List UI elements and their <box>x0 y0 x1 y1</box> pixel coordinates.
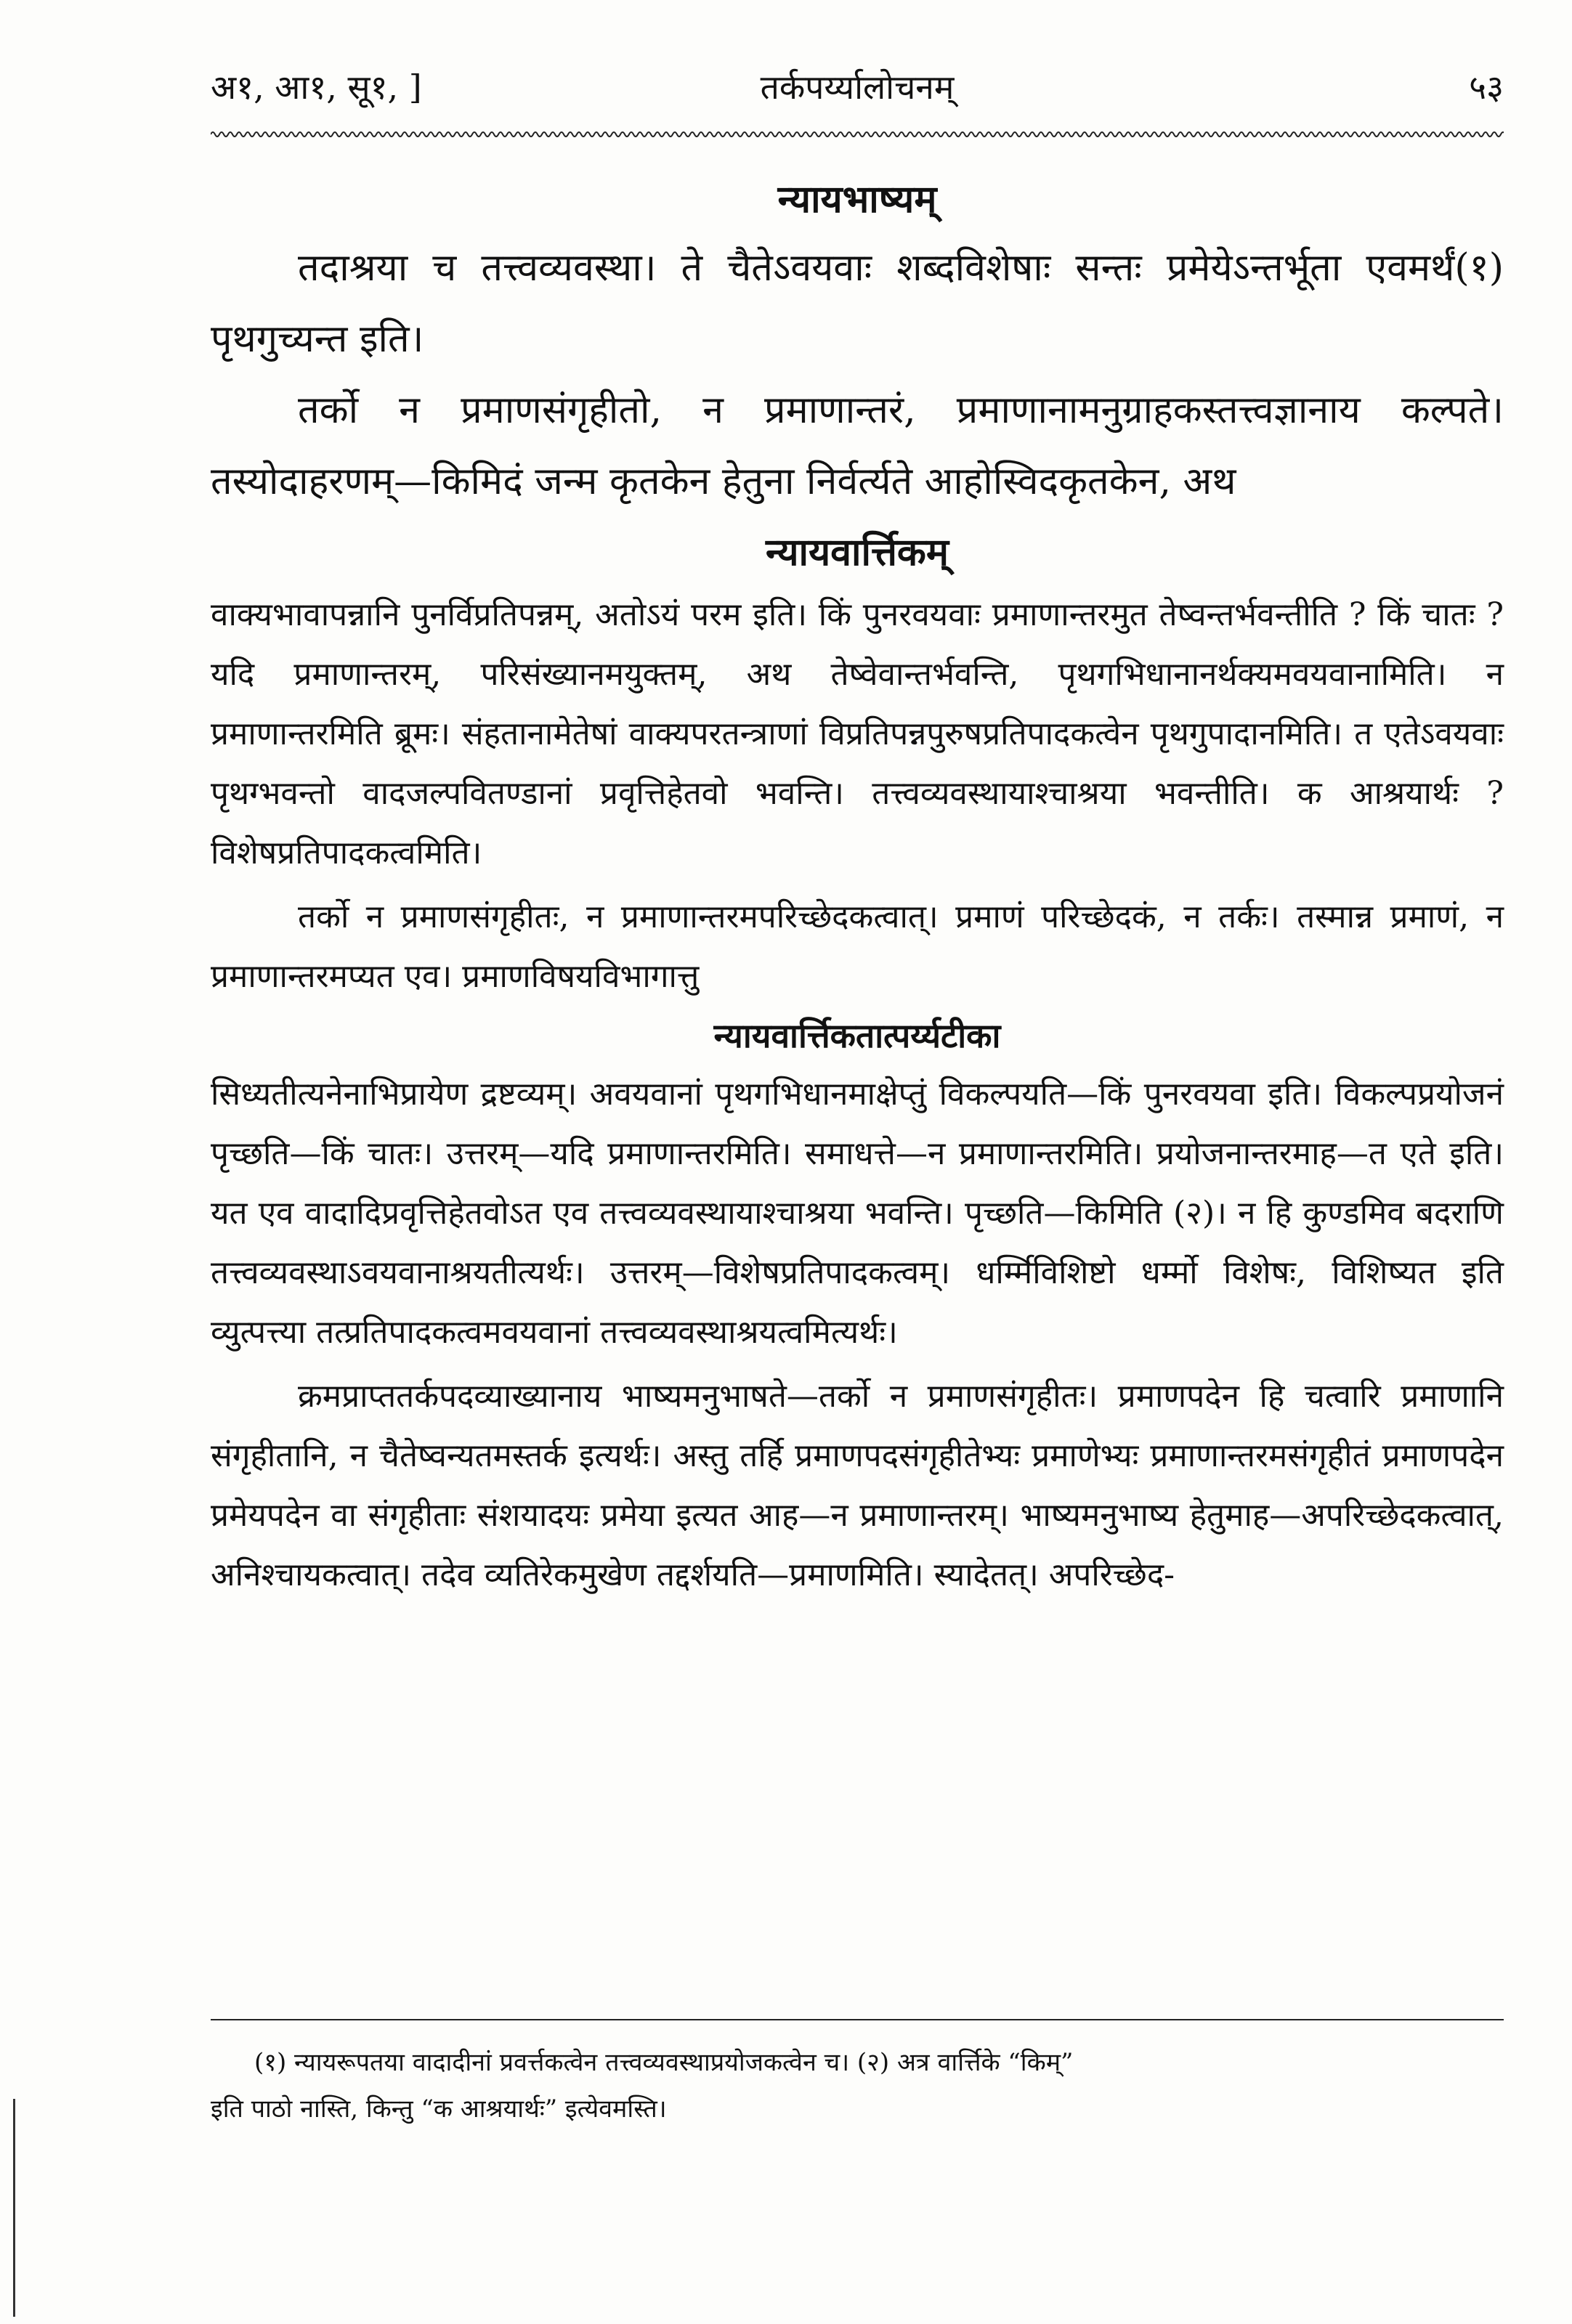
footnotes <box>211 2039 1504 2132</box>
bhashya-paragraph-2: तर्को न प्रमाणसंगृहीतो, न प्रमाणान्तरं, प्रमाणानामनुग्राहकस्तत्त्वज्ञानाय कल्पते। तस्योदाहरणम्—किमिदं जन्म कृतकेन हेतुना निर्वर्त्यते आहोस्विदकृतकेन, अथ <box>211 389 1504 503</box>
header-title: तर्कपर्य्यालोचनम् <box>760 68 955 107</box>
bhashya-title: न्यायभाष्यम् <box>777 177 937 222</box>
page-body <box>211 167 1504 1605</box>
header-section-ref: अ१, आ१, सू१, ] <box>211 68 422 107</box>
varttika-paragraph-1: वाक्यभावापन्नानि पुनर्विप्रतिपन्नम्, अतोऽयं परम इति। किं पुनरवयवाः प्रमाणान्तरमुत तेष्वन्तर्भवन्तीति ? किं चातः ? यदि प्रमाणान्तरम्, परिसंख्यानमयुक्तम्, अथ तेष्वेवान्तर्भवन्ति, पृथगभिधानानर्थक्यमवयवानामिति। न प्रमाणान्तरमिति ब्रूमः। संहतानामेतेषां वाक्यपरतन्त्राणां विप्रतिपन्नपुरुषप्रतिपादकत्वेन पृथगुपादानमिति। त एतेऽवयवाः पृथग्भवन्तो वादजल्पवितण्डानां प्रवृत्तिहेतवो भवन्ति। तत्त्वव्यवस्थायाश्चाश्रया भवन्तीति। क आश्रयार्थः ? विशेषप्रतिपादकत्वमिति। <box>211 596 1504 871</box>
bhashya-paragraph-1: तदाश्रया च तत्त्वव्यवस्था। ते चैतेऽवयवाः शब्दविशेषाः सन्तः प्रमेयेऽन्तर्भूता एवमर्थं(१) पृथगुच्यन्त इति। <box>211 246 1504 361</box>
page-number: ५३ <box>1469 68 1504 107</box>
margin-mark <box>13 2099 15 2317</box>
footnote-rule <box>211 2019 1504 2020</box>
wavy-rule <box>211 129 1504 139</box>
footnote-line-2: इति पाठो नास्ति, किन्तु “क आश्रयार्थः” इत्येवमस्ति। <box>211 2095 667 2124</box>
running-header <box>211 62 1504 113</box>
varttika-paragraph-2: तर्को न प्रमाणसंगृहीतः, न प्रमाणान्तरमपरिच्छेदकत्वात्। प्रमाणं परिच्छेदकं, न तर्कः। तस्मान्न प्रमाणं, न प्रमाणान्तरमप्यत एव। प्रमाणविषयविभागात्तु <box>211 898 1504 995</box>
tika-paragraph-1: सिध्यतीत्यनेनाभिप्रायेण द्रष्टव्यम्। अवयवानां पृथगभिधानमाक्षेप्तुं विकल्पयति—किं पुनरवयवा इति। विकल्पप्रयोजनं पृच्छति—किं चातः। उत्तरम्—यदि प्रमाणान्तरमिति। समाधत्ते—न प्रमाणान्तरमिति। प्रयोजनान्तरमाह—त एते इति। यत एव वादादिप्रवृत्तिहेतवोऽत एव तत्त्वव्यवस्थायाश्चाश्रया भवन्ति। पृच्छति—किमिति (२)। न हि कुण्डमिव बदराणि तत्त्वव्यवस्थाऽवयवानाश्रयतीत्यर्थः। उत्तरम्—विशेषप्रतिपादकत्वम्। धर्म्मिविशिष्टो धर्म्मो विशेषः, विशिष्यत इति व्युत्पत्त्या तत्प्रतिपादकत्वमवयवानां तत्त्वव्यवस्थाश्रयत्वमित्यर्थः। <box>211 1076 1504 1351</box>
tika-title: न्यायवार्त्तिकतात्पर्य्यटीका <box>713 1016 1001 1055</box>
footnote-line-1: (१) न्यायरूपतया वादादीनां प्रवर्त्तकत्वेन तत्त्वव्यवस्थाप्रयोजकत्वेन च। (२) अत्र वार्त्तिके “किम्” <box>254 2048 1074 2077</box>
tika-paragraph-2: क्रमप्राप्ततर्कपदव्याख्यानाय भाष्यमनुभाषते—तर्को न प्रमाणसंगृहीतः। प्रमाणपदेन हि चत्वारि प्रमाणानि संगृहीतानि, न चैतेष्वन्यतमस्तर्क इत्यर्थः। अस्तु तर्हि प्रमाणपदसंगृहीतेभ्यः प्रमाणेभ्यः प्रमाणान्तरमसंगृहीतं प्रमाणपदेन प्रमेयपदेन वा संगृहीताः संशयादयः प्रमेया इत्यत आह—न प्रमाणान्तरम्। भाष्यमनुभाष्य हेतुमाह—अपरिच्छेदकत्वात्, अनिश्चायकत्वात्। तदेव व्यतिरेकमुखेण तद्दर्शयति—प्रमाणमिति। स्यादेतत्। अपरिच्छेद- <box>211 1378 1504 1593</box>
varttika-title: न्यायवार्त्तिकम् <box>766 530 949 574</box>
